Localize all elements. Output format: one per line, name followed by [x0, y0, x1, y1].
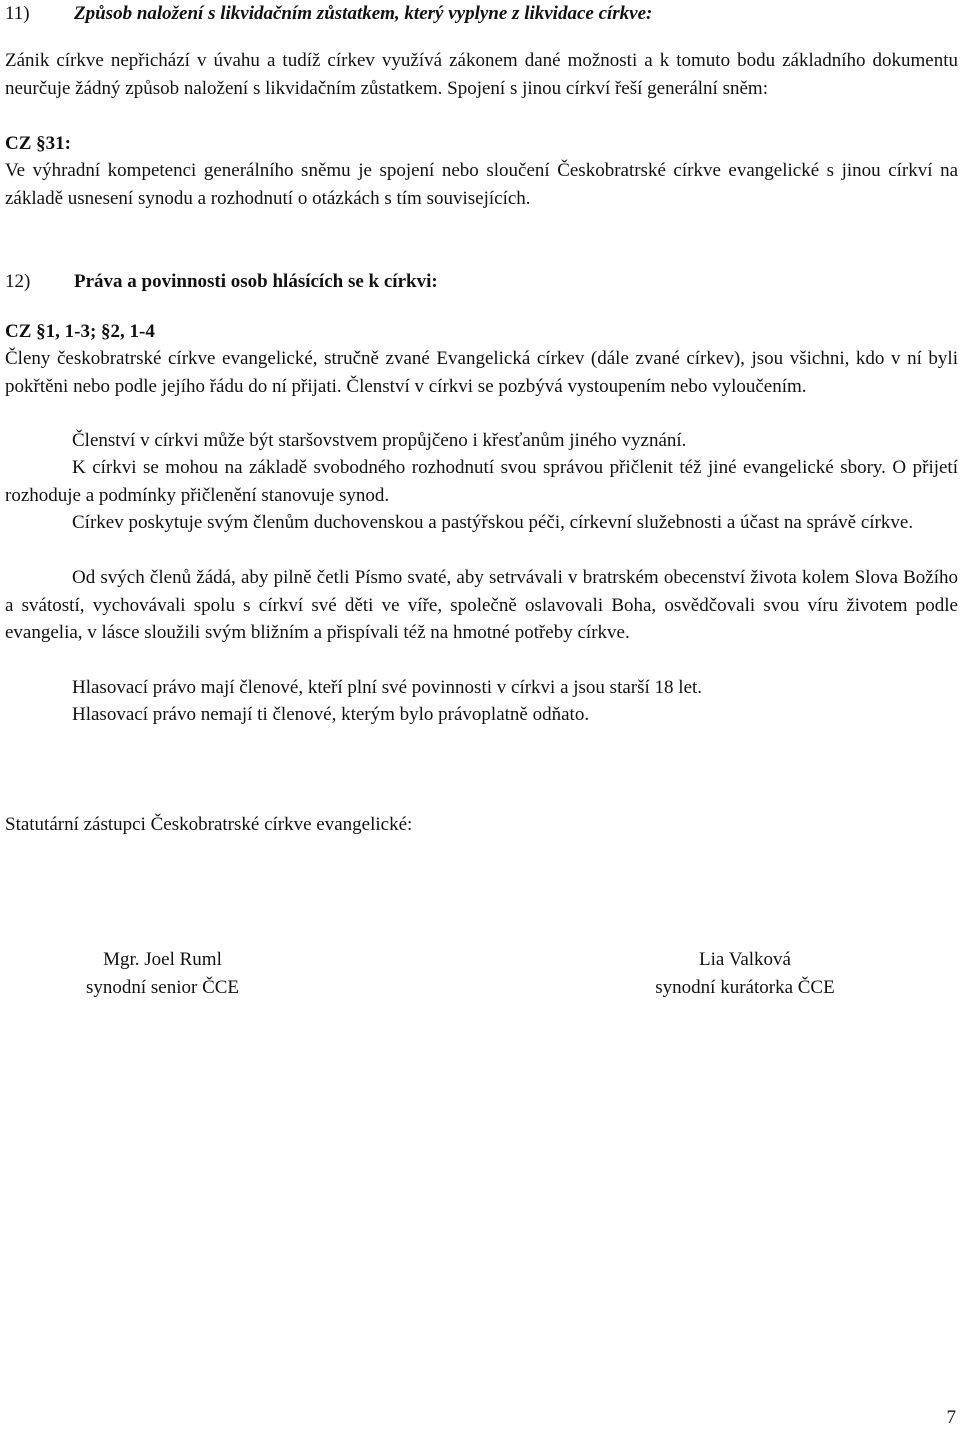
section-11-cz-ref: CZ §31:: [5, 133, 71, 154]
signatory-right-role: synodní kurátorka ČCE: [655, 976, 835, 998]
section-11-number: 11): [5, 3, 30, 24]
section-11-cz-text: Ve výhradní kompetenci generálního sněmu je spojení nebo sloučení Českobratrské církve evangelické s jinou církví na základě usnesení synodu a rozhodnutí o otázkách s tím souvisejících.: [5, 160, 958, 209]
section-12-paragraph-1: Členy českobratrské církve evangelické, stručně zvané Evangelická církev (dále zvané církev), jsou všichni, kdo v ní byli pokřtěni nebo podle jejího řádu do ní přijati. Členství v církvi se pozbývá vystoupením nebo vyloučením.: [5, 348, 958, 397]
signatory-left: [65, 946, 260, 1001]
signatory-left-name: Mgr. Joel Ruml: [103, 949, 222, 970]
section-12-paragraph-4: Církev poskytuje svým členům duchovenskou a pastýřskou péči, církevní služebnosti a účast na správě církve.: [72, 512, 914, 533]
section-11-heading: [5, 0, 652, 28]
section-11-title: Způsob naložení s likvidačním zůstatkem, který vyplyne z likvidace církve:: [74, 3, 653, 24]
section-12-paragraph-7: Hlasovací právo nemají ti členové, kterým bylo právoplatně odňato.: [72, 704, 590, 725]
section-12-number: 12): [5, 271, 31, 292]
page-number: 7: [946, 1407, 956, 1428]
section-12-cz-ref: CZ §1, 1-3; §2, 1-4: [5, 321, 155, 342]
section-12-paragraph-6: Hlasovací právo mají členové, kteří plní své povinnosti v církvi a jsou starší 18 let.: [72, 677, 703, 698]
section-11-paragraph: Zánik církve nepřichází v úvahu a tudíž církev využívá zákonem dané možnosti a k tomuto bodu základního dokumentu neurčuje žádný způsob naložení s likvidačním zůstatkem. Spojení s jinou církví řeší generální sněm:: [5, 50, 958, 99]
section-12-paragraph-5: Od svých členů žádá, aby pilně četli Písmo svaté, aby setrvávali v bratrském obecenství života kolem Slova Božího a svátostí, vychovávali spolu s církví své děti ve víře, společně oslavovali Boha, osvědčovali svou víru životem podle evangelia, v lásce sloužili svým bližním a přispívali též na hmotné potřeby církve.: [5, 567, 958, 643]
section-12-paragraph-2: Členství v církvi může být staršovstvem propůjčeno i křesťanům jiného vyznání.: [72, 430, 687, 451]
section-12-paragraph-3: K církvi se mohou na základě svobodného rozhodnutí svou správou přičlenit též jiné evangelické sbory. O přijetí rozhoduje a podmínky přičlenění stanovuje synod.: [5, 457, 958, 506]
section-12-title: Práva a povinnosti osob hlásících se k církvi:: [74, 271, 438, 292]
signatory-right: [630, 946, 860, 1001]
statutory-label: Statutární zástupci Českobratrské církve evangelické:: [5, 814, 413, 835]
signatory-left-role: synodní senior ČCE: [85, 976, 240, 998]
section-12-heading: [5, 268, 438, 296]
signatory-right-name: Lia Valková: [699, 949, 791, 970]
